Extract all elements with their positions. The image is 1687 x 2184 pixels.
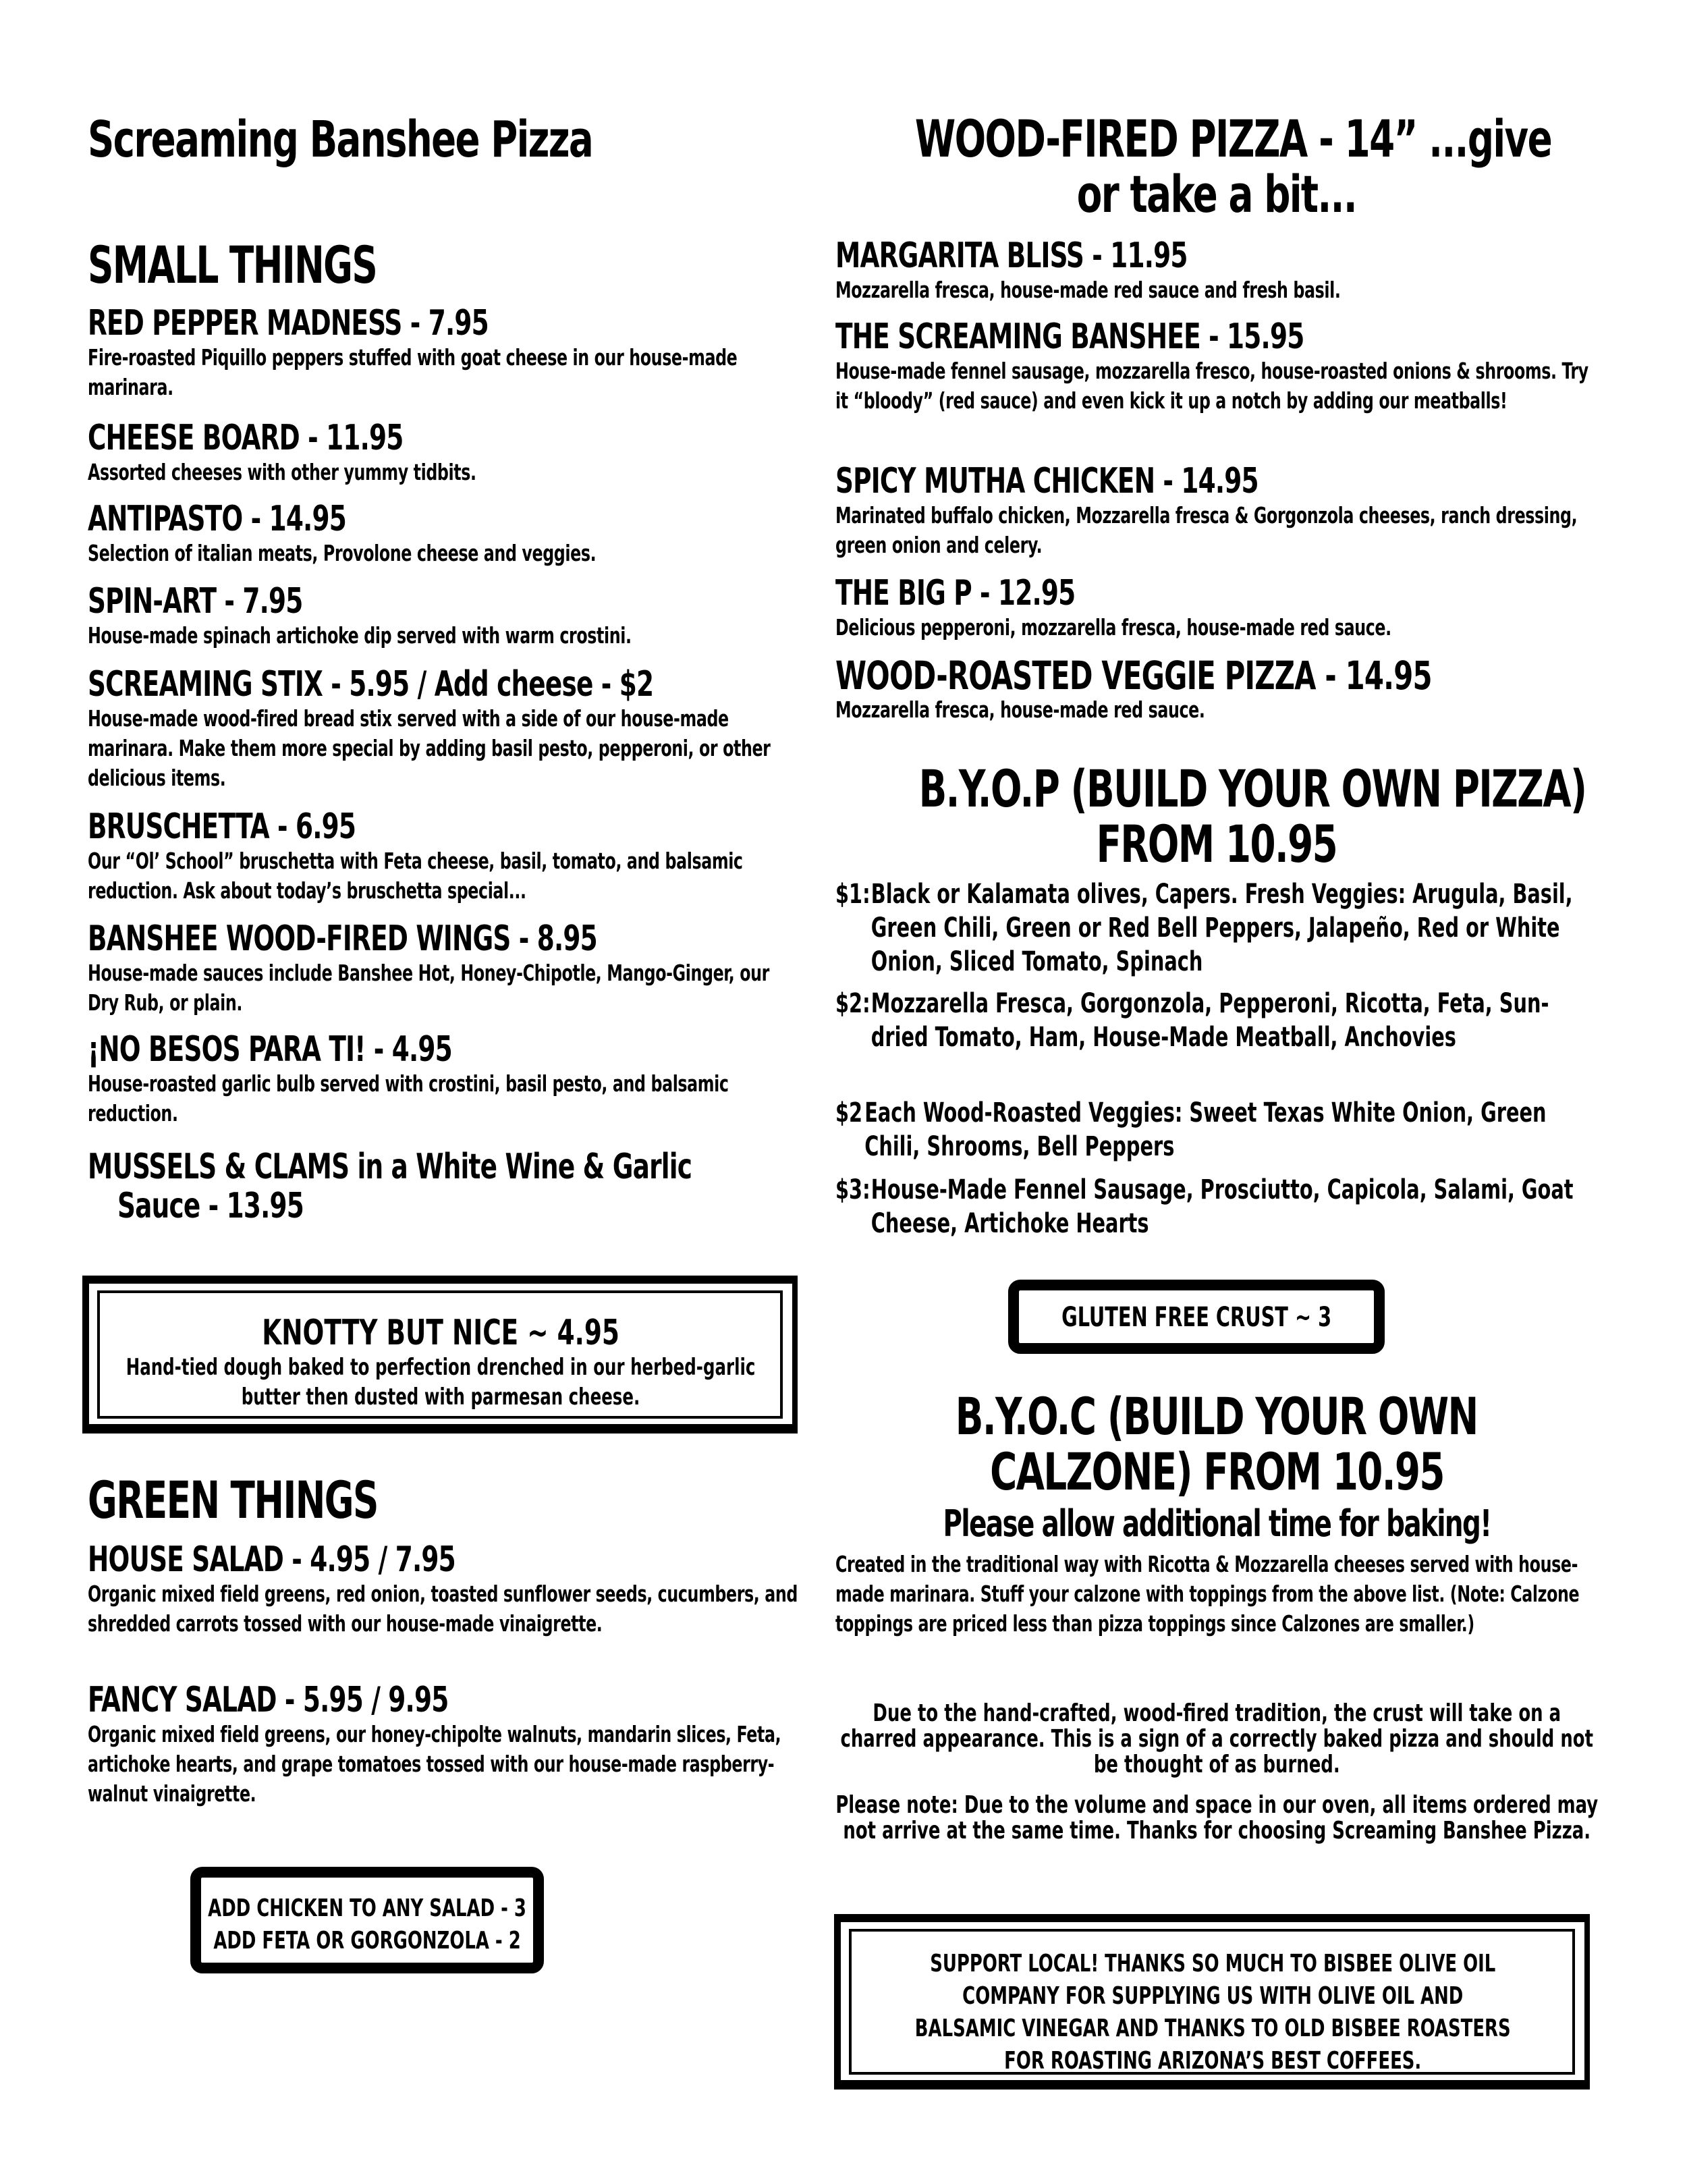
- topping-tier: [835, 1096, 1598, 1164]
- item-desc: Mozzarella fresca, house-made red sauce and fresh basil.: [835, 277, 1341, 303]
- item-desc: Delicious pepperoni, mozzarella fresca, house-made red sauce.: [835, 614, 1391, 640]
- topping-list: Each Wood-Roasted Veggies: Sweet Texas White Onion, Green Chili, Shrooms, Bell Peppers: [864, 1097, 1547, 1162]
- box-title: KNOTTY BUT NICE ~ 4.95: [262, 1313, 619, 1353]
- addon-line: ADD FETA OR GORGONZOLA - 2: [213, 1927, 521, 1955]
- menu-item: [88, 582, 803, 651]
- menu-item: [88, 1030, 803, 1128]
- item-name: THE BIG P - 12.95: [835, 573, 1076, 613]
- topping-tier: [835, 987, 1598, 1054]
- gluten-free-box: [1008, 1280, 1385, 1354]
- item-desc: Organic mixed field greens, our honey-chipolte walnuts, mandarin slices, Feta, artichoke hearts, and grape tomatoes tossed with our house-made raspberry-walnut vinaigrette.: [88, 1721, 781, 1807]
- menu-item: [88, 418, 803, 487]
- item-name: HOUSE SALAD - 4.95 / 7.95: [88, 1539, 455, 1580]
- item-name: SCREAMING STIX - 5.95 / Add cheese - $2: [88, 664, 654, 705]
- item-desc: House-made wood-fired bread stix served with a side of our house-made marinara. Make them more special by adding basil pesto, pepperoni, or other delicious items.: [88, 705, 771, 791]
- salad-addons-box: [190, 1867, 544, 1973]
- oven-note: [835, 1793, 1598, 1844]
- box-desc: Hand-tied dough baked to perfection drenched in our herbed-garlic butter then dusted with parmesan cheese.: [126, 1354, 756, 1411]
- item-name: ¡NO BESOS PARA TI! - 4.95: [88, 1029, 452, 1070]
- topping-tier: [835, 1173, 1598, 1240]
- item-desc: House-made fennel sausage, mozzarella fresco, house-roasted onions & shrooms. Try it “bloody” (red sauce) and even kick it up a notch by adding our meatballs!: [835, 358, 1588, 414]
- support-line: FOR ROASTING ARIZONA’S BEST COFFEES.: [1003, 2047, 1422, 2075]
- item-name: BRUSCHETTA - 6.95: [88, 807, 356, 847]
- item-name-cont: Sauce - 13.95: [117, 1186, 304, 1226]
- item-name: BANSHEE WOOD-FIRED WINGS - 8.95: [88, 919, 597, 959]
- item-name: MUSSELS & CLAMS in a White Wine & Garlic: [88, 1147, 692, 1187]
- item-desc: Created in the traditional way with Ricotta & Mozzarella cheeses served with house-made marinara. Stuff your calzone with toppings from the above list. (Note: Calzone toppings are priced less than pizza toppings since Calzones are smaller.): [835, 1551, 1580, 1637]
- price-label: $1:: [835, 879, 870, 910]
- topping-list: House-Made Fennel Sausage, Prosciutto, Capicola, Salami, Goat Cheese, Artichoke Hearts: [870, 1174, 1574, 1239]
- heading-line: B.Y.O.P (BUILD YOUR OWN PIZZA): [918, 759, 1586, 819]
- item-name: WOOD-ROASTED VEGGIE PIZZA - 14.95: [835, 653, 1432, 699]
- restaurant-title: Screaming Banshee Pizza: [88, 111, 593, 169]
- item-desc: Marinated buffalo chicken, Mozzarella fresca & Gorgonzola cheeses, ranch dressing, green onion and celery.: [835, 502, 1578, 558]
- heading-line: or take a bit...: [1076, 164, 1357, 224]
- item-desc: Selection of italian meats, Provolone cheese and veggies.: [88, 540, 597, 566]
- menu-item: [835, 462, 1598, 560]
- item-name: RED PEPPER MADNESS - 7.95: [88, 303, 489, 344]
- item-desc: House-made spinach artichoke dip served with warm crostini.: [88, 622, 632, 649]
- menu-item: [88, 1681, 803, 1809]
- heading-line: WOOD-FIRED PIZZA - 14” ...give: [914, 109, 1552, 169]
- item-name: MARGARITA BLISS - 11.95: [835, 236, 1188, 276]
- item-desc: Fire-roasted Piquillo peppers stuffed with goat cheese in our house-made marinara.: [88, 344, 738, 400]
- watermark: ​: [1333, 1468, 1474, 1853]
- support-local-box: [834, 1914, 1590, 2090]
- green-things-heading: GREEN THINGS: [88, 1470, 378, 1530]
- item-name: THE SCREAMING BANSHEE - 15.95: [835, 317, 1304, 357]
- item-desc: Assorted cheeses with other yummy tidbits.: [88, 459, 476, 485]
- price-label: $2: [835, 1097, 863, 1128]
- support-line: BALSAMIC VINEGAR AND THANKS TO OLD BISBEE ROASTERS: [914, 2015, 1511, 2042]
- topping-list: Mozzarella Fresca, Gorgonzola, Pepperoni, Ricotta, Feta, Sun-dried Tomato, Ham, House-Made Meatball, Anchovies: [870, 988, 1549, 1053]
- small-things-heading: SMALL THINGS: [88, 235, 377, 295]
- crust-note: [835, 1701, 1598, 1778]
- note-text: Please note: Due to the volume and space in our oven, all items ordered may not arrive at the same time. Thanks for choosing Screaming Banshee Pizza.: [835, 1791, 1598, 1845]
- byoc-subheading: [835, 1504, 1598, 1544]
- item-desc: Organic mixed field greens, red onion, toasted sunflower seeds, cucumbers, and shredded carrots tossed with our house-made vinaigrette.: [88, 1581, 798, 1637]
- support-line: SUPPORT LOCAL! THANKS SO MUCH TO BISBEE OLIVE OIL: [929, 1950, 1496, 1977]
- byoc-description: [835, 1550, 1598, 1639]
- knotty-but-nice-box: [82, 1276, 798, 1434]
- menu-item: [88, 807, 803, 906]
- menu-item: [88, 304, 803, 402]
- menu-item: [88, 665, 803, 793]
- byop-heading: [835, 761, 1598, 872]
- menu-item: [835, 236, 1598, 305]
- item-name: SPICY MUTHA CHICKEN - 14.95: [835, 461, 1259, 501]
- item-desc: Mozzarella fresca, house-made red sauce.: [835, 697, 1205, 723]
- item-desc: Our “Ol’ School” bruschetta with Feta cheese, basil, tomato, and balsamic reduction. Ask about today’s bruschetta special...: [88, 848, 743, 904]
- subheading-text: Please allow additional time for baking!: [943, 1502, 1491, 1545]
- wood-fired-heading: [835, 111, 1598, 222]
- menu-item: [88, 499, 803, 568]
- menu-item-mussels: [88, 1147, 803, 1226]
- heading-line: FROM 10.95: [1096, 814, 1337, 874]
- menu-item: [88, 1540, 803, 1639]
- heading-line: CALZONE) FROM 10.95: [989, 1442, 1444, 1502]
- item-name: SPIN-ART - 7.95: [88, 581, 303, 622]
- item-desc: House-made sauces include Banshee Hot, Honey-Chipotle, Mango-Ginger, our Dry Rub, or plain.: [88, 960, 769, 1016]
- price-label: $3:: [835, 1174, 870, 1205]
- menu-item: [835, 574, 1598, 643]
- menu-item: [835, 317, 1598, 416]
- byoc-heading: [835, 1386, 1598, 1502]
- topping-tier: [835, 877, 1598, 979]
- item-name: CHEESE BOARD - 11.95: [88, 418, 404, 458]
- menu-item: [835, 653, 1598, 725]
- note-text: Due to the hand-crafted, wood-fired tradition, the crust will take on a charred appearance. This is a sign of a correctly baked pizza and should not be thought of as burned.: [840, 1699, 1593, 1778]
- addon-line: ADD CHICKEN TO ANY SALAD - 3: [208, 1894, 526, 1922]
- item-name: ANTIPASTO - 14.95: [88, 499, 346, 539]
- gluten-free-text: GLUTEN FREE CRUST ~ 3: [1061, 1302, 1332, 1333]
- item-desc: House-roasted garlic bulb served with crostini, basil pesto, and balsamic reduction.: [88, 1070, 729, 1126]
- heading-line: B.Y.O.C (BUILD YOUR OWN: [956, 1386, 1478, 1446]
- menu-item: [88, 919, 803, 1018]
- topping-list: Black or Kalamata olives, Capers. Fresh Veggies: Arugula, Basil, Green Chili, Green or Red Bell Peppers, Jalapeño, Red or White Onion, Sliced Tomato, Spinach: [870, 879, 1573, 977]
- support-line: COMPANY FOR SUPPLYING US WITH OLIVE OIL AND: [962, 1982, 1464, 2010]
- price-label: $2:: [835, 988, 870, 1019]
- item-name: FANCY SALAD - 5.95 / 9.95: [88, 1680, 449, 1720]
